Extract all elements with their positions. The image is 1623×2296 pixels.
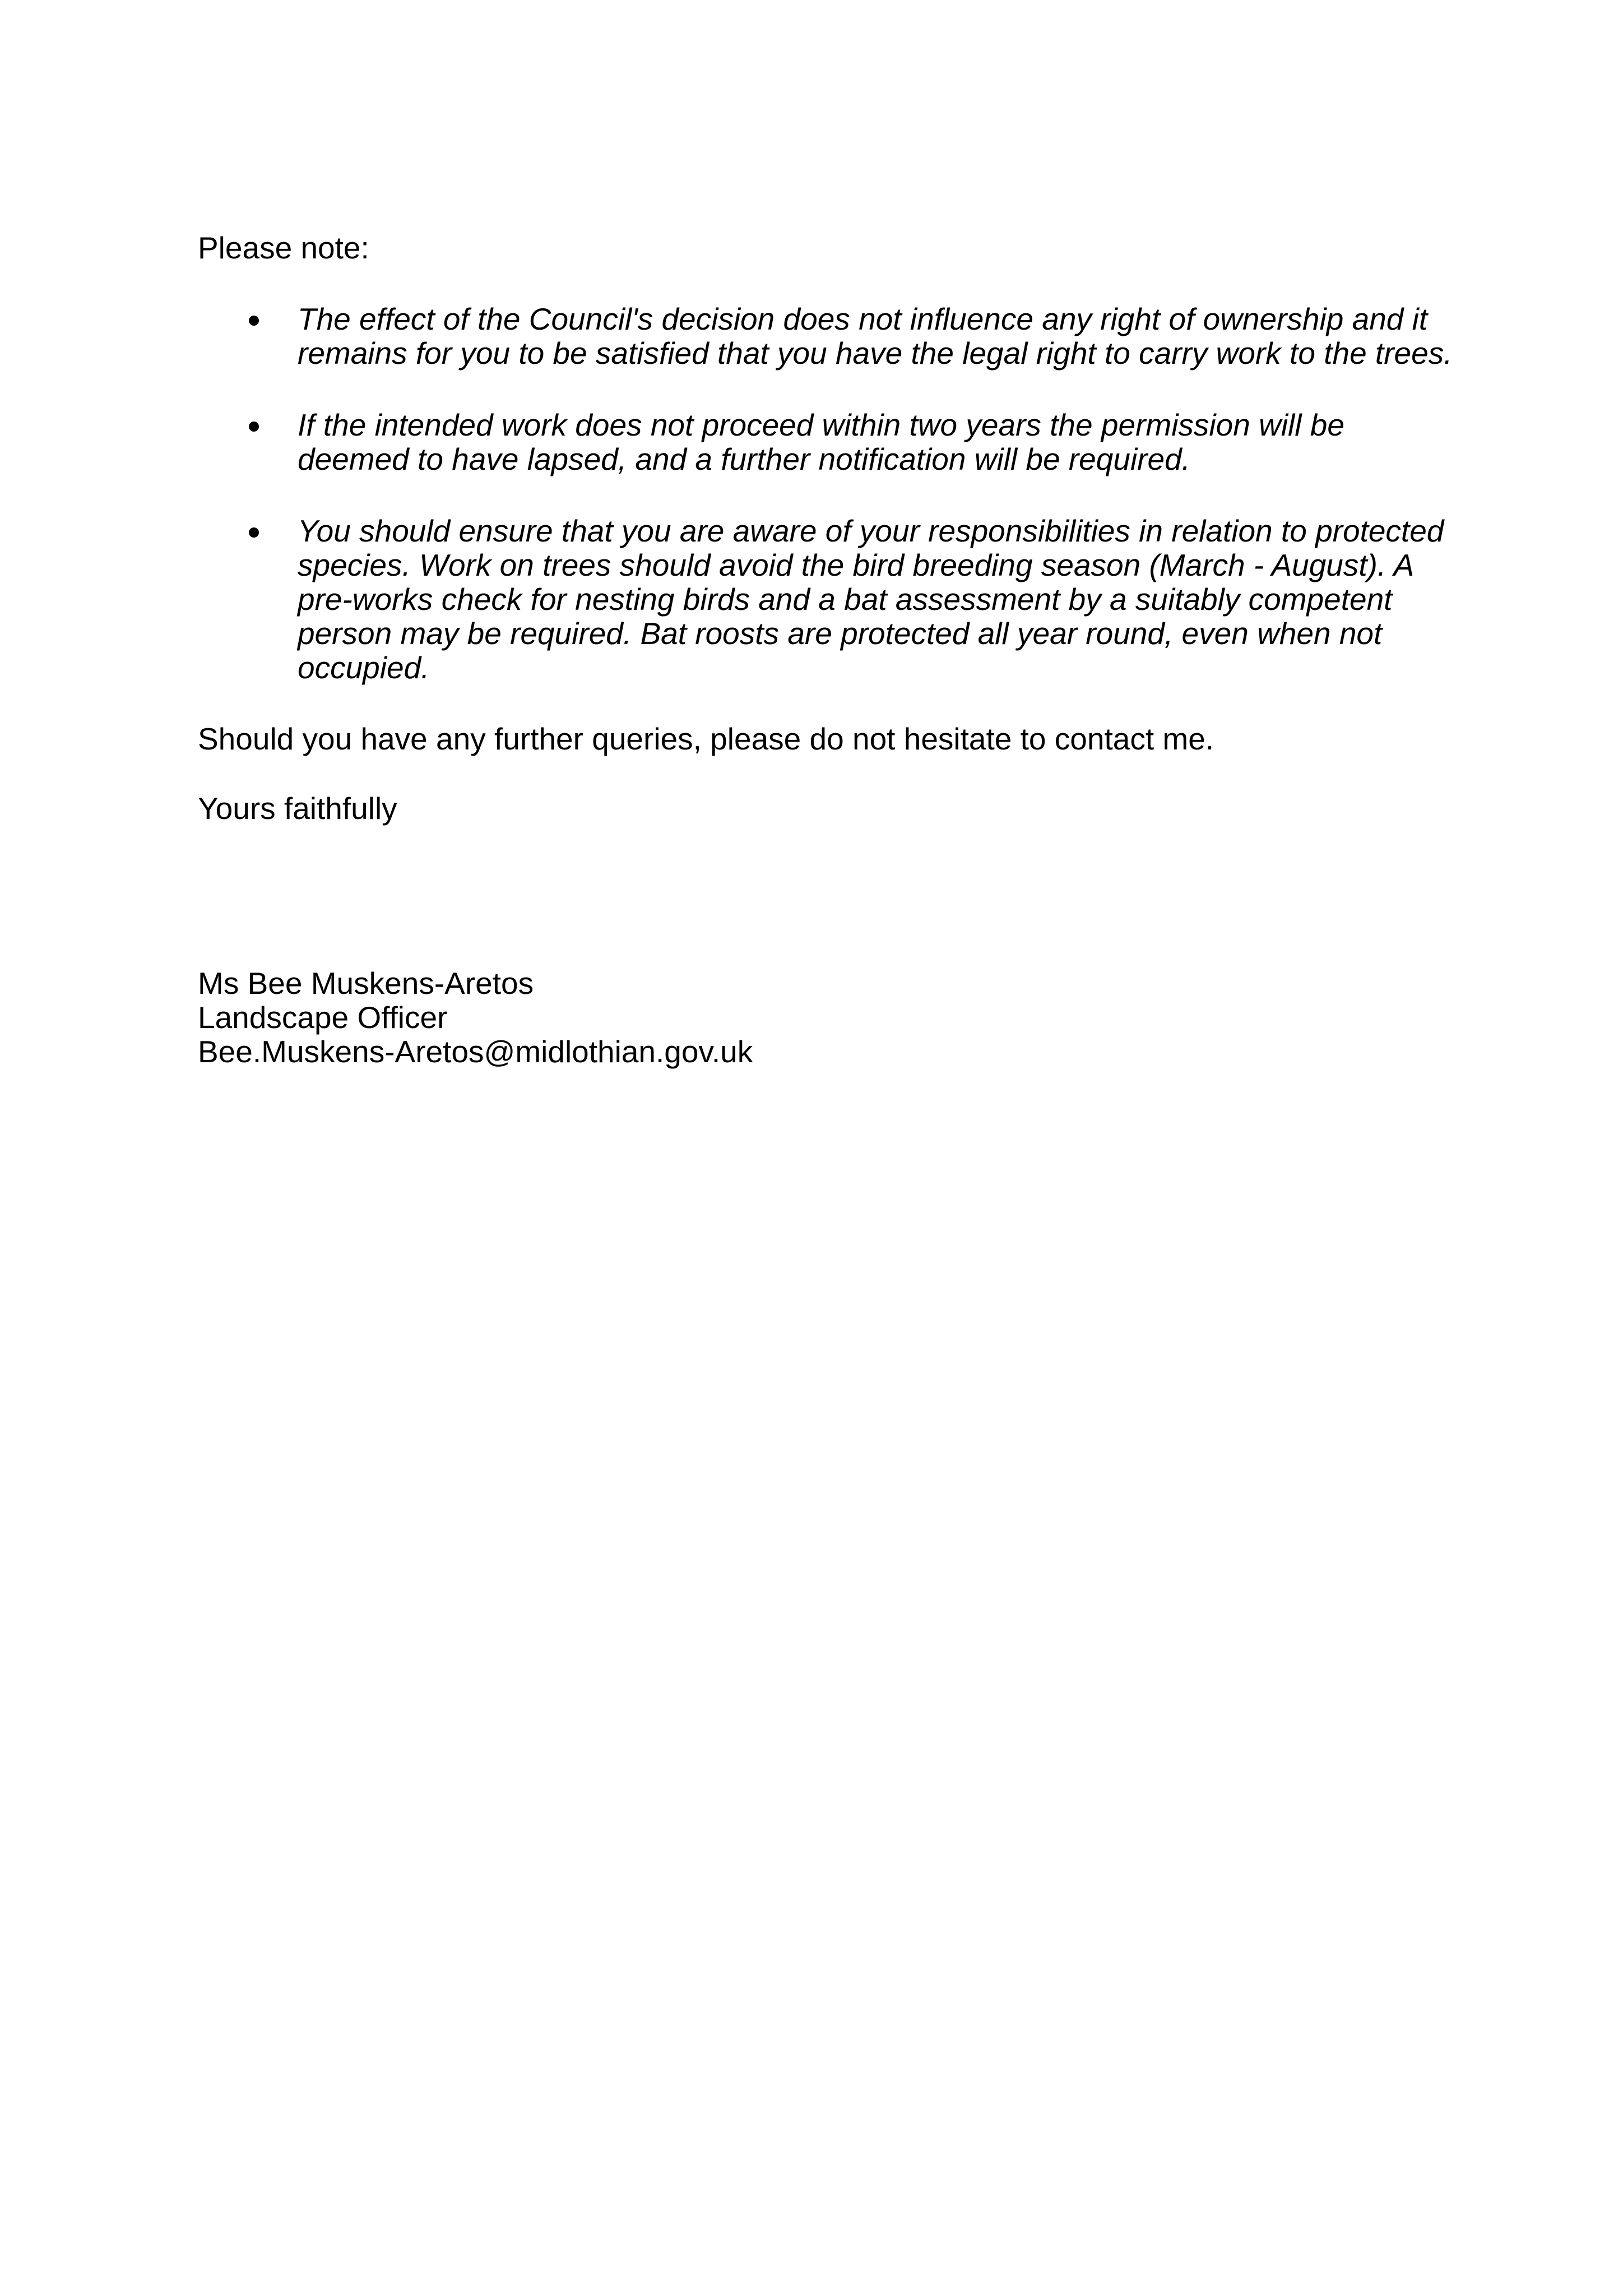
sign-off: Yours faithfully xyxy=(198,791,397,826)
intro-text: Please note: xyxy=(198,230,369,265)
bullet-icon xyxy=(249,422,259,432)
note-line: You should ensure that you are aware of your responsibilities in relation to protected xyxy=(298,513,1444,548)
bullet-icon xyxy=(249,316,259,326)
note-line: species. Work on trees should avoid the bird breeding season (March - August). A xyxy=(298,548,1415,582)
signatory-name: Ms Bee Muskens-Aretos xyxy=(198,966,534,1001)
closing-line: Should you have any further queries, please do not hesitate to contact me. xyxy=(198,721,1214,756)
bullet-icon xyxy=(249,527,259,538)
signatory-email[interactable]: Bee.Muskens-Aretos@midlothian.gov.uk xyxy=(198,1034,753,1069)
note-line: The effect of the Council's decision does not influence any right of ownership and it xyxy=(298,302,1428,336)
note-line: remains for you to be satisfied that you have the legal right to carry work to the trees. xyxy=(298,336,1453,371)
note-line: If the intended work does not proceed within two years the permission will be xyxy=(298,408,1344,442)
note-line: pre-works check for nesting birds and a bat assessment by a suitably competent xyxy=(298,582,1393,617)
note-line: deemed to have lapsed, and a further notification will be required. xyxy=(298,442,1190,476)
signatory-title: Landscape Officer xyxy=(198,1000,448,1035)
note-line: person may be required. Bat roosts are protected all year round, even when not xyxy=(298,616,1383,651)
note-line: occupied. xyxy=(298,650,430,685)
